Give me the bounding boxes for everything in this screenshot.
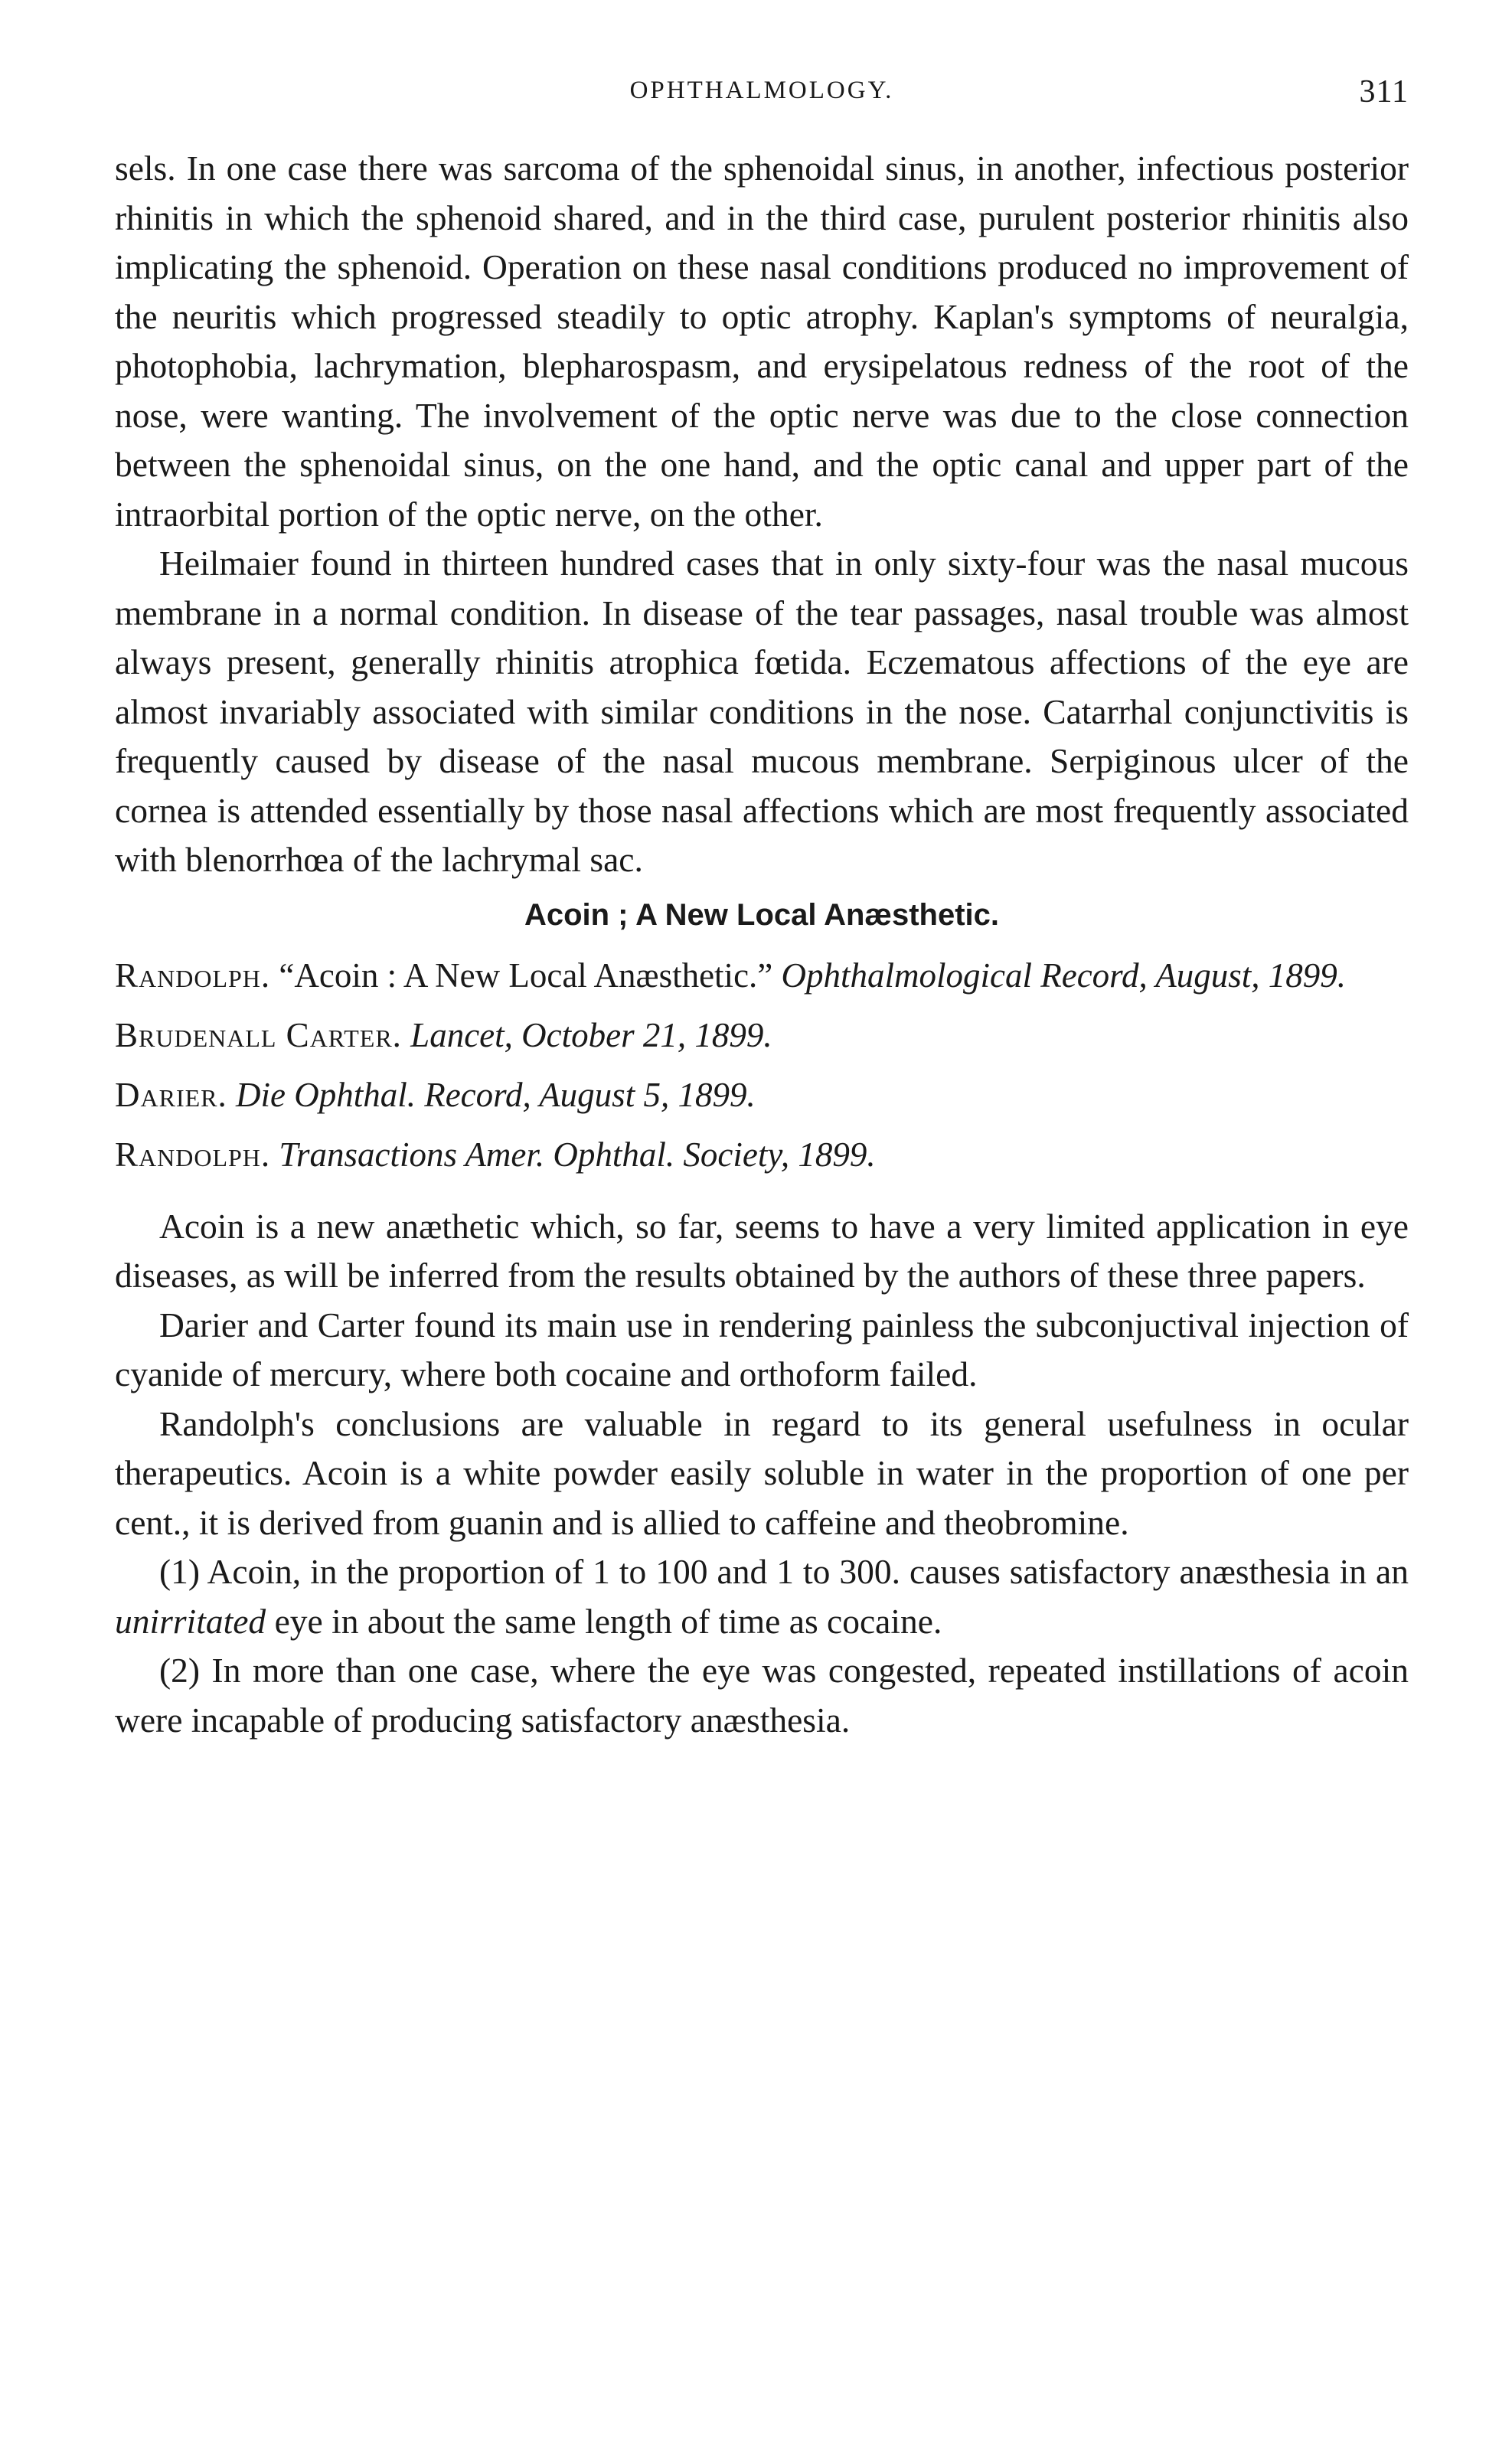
reference-item bbox=[115, 1130, 1409, 1179]
paragraph bbox=[115, 1547, 1409, 1646]
paragraph: Randolph's conclusions are valuable in regard to its general usefulness in ocular therapeutics. Acoin is a white powder easily soluble in water in the proportion of one per cent., it is derived from guanin and is allied to caffeine and theobromine. bbox=[115, 1403, 1409, 1542]
reference-item bbox=[115, 1011, 1409, 1060]
document-page bbox=[115, 74, 1409, 2419]
reference-author: Randolph. bbox=[115, 956, 271, 995]
paragraph-text: eye in about the same length of time as cocaine. bbox=[274, 1601, 942, 1641]
running-title: OPHTHALMOLOGY. bbox=[629, 77, 894, 104]
page-number: 311 bbox=[1359, 74, 1409, 109]
paragraph: Darier and Carter found its main use in rendering painless the subconjuctival injection of cyanide of mercury, where both cocaine and orthoform failed. bbox=[115, 1305, 1409, 1393]
reference-journal: Transactions Amer. Ophthal. Society, 1899. bbox=[279, 1135, 876, 1174]
section-heading: Acoin ; A New Local Anæsthetic. bbox=[524, 897, 1000, 932]
reference-journal: Ophthalmological Record, August, 1899. bbox=[781, 956, 1346, 995]
reference-journal: Die Ophthal. Record, August 5, 1899. bbox=[236, 1075, 756, 1114]
paragraph: Heilmaier found in thirteen hundred cases that in only sixty-four was the nasal mucous membrane in a normal condition. In disease of the tear passages, nasal trouble was almost always present, generally rhinitis atrophica fœtida. Eczematous affections of the eye are almost invariably associated with similar conditions in the nose. Catarrhal conjunctivitis is frequently caused by disease of the nasal mucous membrane. Serpiginous ulcer of the cornea is attended essentially by those nasal affections which are most frequently associated with blenorrhœa of the lachrymal sac. bbox=[115, 544, 1409, 879]
paragraph-text: (1) Acoin, in the proportion of 1 to 100 and 1 to 300. causes satisfactory anæsthesia in an bbox=[159, 1552, 1409, 1591]
paragraph: (2) In more than one case, where the eye was congested, repeated instillations of acoin were incapable of producing satisfactory anæsthesia. bbox=[115, 1651, 1409, 1740]
paragraph: Acoin is a new anæthetic which, so far, seems to have a very limited application in eye diseases, as will be inferred from the results obtained by the authors of these three papers. bbox=[115, 1206, 1409, 1295]
reference-list bbox=[115, 951, 1409, 1179]
reference-author: Brudenall Carter. bbox=[115, 1015, 402, 1054]
reference-title: “Acoin : A New Local Anæsthetic.” bbox=[279, 956, 773, 995]
emphasis-text: unirritated bbox=[115, 1601, 266, 1641]
reference-author: Darier. bbox=[115, 1075, 227, 1114]
reference-item bbox=[115, 1070, 1409, 1119]
reference-author: Randolph. bbox=[115, 1135, 271, 1174]
reference-journal: Lancet, October 21, 1899. bbox=[410, 1015, 772, 1054]
page-header bbox=[115, 74, 1409, 130]
body-text bbox=[115, 144, 1409, 1745]
reference-item bbox=[115, 951, 1409, 1000]
paragraph: sels. In one case there was sarcoma of the sphenoidal sinus, in another, infectious posterior rhinitis in which the sphenoid shared, and in the third case, purulent posterior rhinitis also implicating the sphenoid. Operation on these nasal conditions produced no improvement of the neuritis which progressed steadily to optic atrophy. Kaplan's symptoms of neuralgia, photophobia, lachrymation, blepharospasm, and erysipelatous redness of the root of the nose, were wanting. The involvement of the optic nerve was due to the close connection between the sphenoidal sinus, on the one hand, and the optic canal and upper part of the intraorbital portion of the optic nerve, on the other. bbox=[115, 149, 1409, 534]
